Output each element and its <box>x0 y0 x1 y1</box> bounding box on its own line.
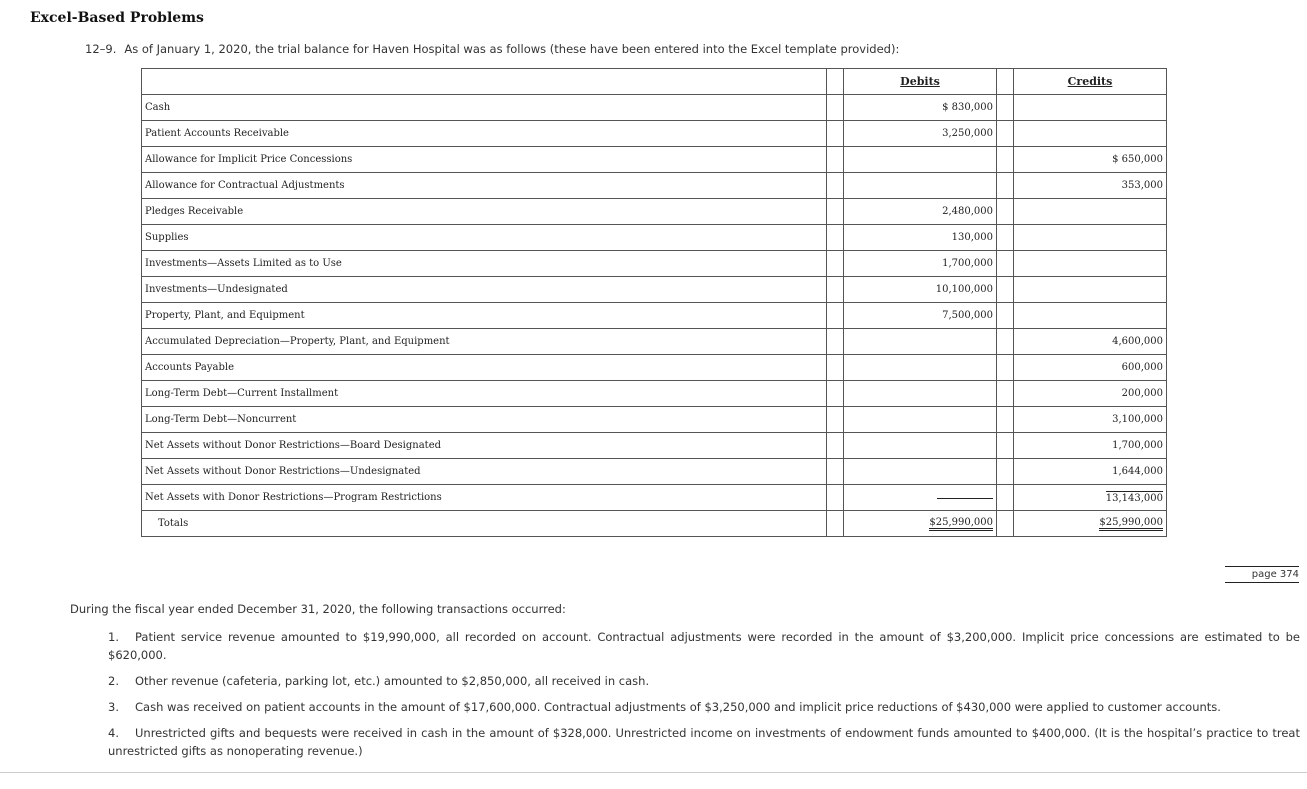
debit-amount <box>844 407 997 433</box>
subtotal-rule-credit: 13,143,000 <box>1105 493 1163 504</box>
account-name: Allowance for Implicit Price Concessions <box>142 147 827 173</box>
account-name: Net Assets without Donor Restrictions—Board Designated <box>142 433 827 459</box>
table-row <box>142 173 1167 199</box>
list-item <box>108 628 1300 664</box>
list-item <box>108 698 1300 716</box>
totals-row <box>142 511 1167 537</box>
debit-amount <box>844 329 997 355</box>
debit-amount <box>844 459 997 485</box>
debit-amount: $ 830,000 <box>844 95 997 121</box>
credit-amount <box>1014 303 1167 329</box>
item-text: Cash was received on patient accounts in the amount of $17,600,000. Contractual adjustments of $3,250,000 and implicit price reductions of $430,000 were applied to customer accounts. <box>135 700 1221 714</box>
total-debits: $25,990,000 <box>929 517 993 531</box>
credit-amount: 200,000 <box>1014 381 1167 407</box>
table-row <box>142 407 1167 433</box>
table-row <box>142 303 1167 329</box>
table-row <box>142 121 1167 147</box>
debit-amount: 10,100,000 <box>844 277 997 303</box>
table-row <box>142 459 1167 485</box>
credit-amount: 4,600,000 <box>1014 329 1167 355</box>
debit-amount <box>844 173 997 199</box>
credit-amount: 353,000 <box>1014 173 1167 199</box>
credit-amount: 600,000 <box>1014 355 1167 381</box>
debit-amount: 130,000 <box>844 225 997 251</box>
section-heading: Excel-Based Problems <box>30 10 204 26</box>
debits-header: Debits <box>900 75 940 88</box>
debit-amount <box>844 147 997 173</box>
table-row <box>142 329 1167 355</box>
subtotal-rule <box>937 498 993 500</box>
debit-amount <box>844 381 997 407</box>
account-name: Cash <box>142 95 827 121</box>
problem-intro <box>85 42 899 56</box>
account-name: Property, Plant, and Equipment <box>142 303 827 329</box>
credits-header: Credits <box>1067 75 1113 88</box>
debit-amount <box>844 355 997 381</box>
item-text: Other revenue (cafeteria, parking lot, etc.) amounted to $2,850,000, all received in cash. <box>135 674 650 688</box>
table-row <box>142 251 1167 277</box>
table-header-row <box>142 69 1167 95</box>
table-row <box>142 225 1167 251</box>
debit-amount <box>844 485 997 511</box>
page-number: page 374 <box>1225 566 1299 583</box>
item-text: Unrestricted gifts and bequests were received in cash in the amount of $328,000. Unrestricted income on investments of endowment funds amounted to $400,000. (It is the hospital’s practice to treat unrestricted gifts as nonoperating revenue.) <box>108 726 1300 758</box>
table-row <box>142 147 1167 173</box>
credit-amount: 1,644,000 <box>1014 459 1167 485</box>
account-name: Long-Term Debt—Current Installment <box>142 381 827 407</box>
total-credits: $25,990,000 <box>1099 517 1163 531</box>
account-name: Accounts Payable <box>142 355 827 381</box>
item-number: 1. <box>108 630 119 644</box>
debit-amount: 7,500,000 <box>844 303 997 329</box>
account-name: Long-Term Debt—Noncurrent <box>142 407 827 433</box>
debit-amount <box>844 433 997 459</box>
item-text: Patient service revenue amounted to $19,990,000, all recorded on account. Contractual adjustments were recorded in the amount of $3,200,000. Implicit price concessions are estimated to be $620,000. <box>108 630 1300 662</box>
credit-amount <box>1014 199 1167 225</box>
table-row <box>142 485 1167 511</box>
list-item <box>108 724 1300 760</box>
account-name: Accumulated Depreciation—Property, Plant, and Equipment <box>142 329 827 355</box>
table-row <box>142 199 1167 225</box>
transactions-list <box>108 628 1300 768</box>
account-name: Investments—Assets Limited as to Use <box>142 251 827 277</box>
item-number: 2. <box>108 674 119 688</box>
table-row <box>142 433 1167 459</box>
credit-amount <box>1014 95 1167 121</box>
list-item <box>108 672 1300 690</box>
trial-balance-table <box>141 68 1167 537</box>
debit-amount: 1,700,000 <box>844 251 997 277</box>
credit-amount: $ 650,000 <box>1014 147 1167 173</box>
debit-amount: 3,250,000 <box>844 121 997 147</box>
debit-amount: 2,480,000 <box>844 199 997 225</box>
credit-amount <box>1014 225 1167 251</box>
table-row <box>142 277 1167 303</box>
credit-amount <box>1014 121 1167 147</box>
table-row <box>142 381 1167 407</box>
item-number: 3. <box>108 700 119 714</box>
credit-amount: 1,700,000 <box>1014 433 1167 459</box>
account-name: Net Assets with Donor Restrictions—Program Restrictions <box>142 485 827 511</box>
table-row <box>142 95 1167 121</box>
account-name: Supplies <box>142 225 827 251</box>
account-name: Patient Accounts Receivable <box>142 121 827 147</box>
account-name: Pledges Receivable <box>142 199 827 225</box>
problem-intro-text: As of January 1, 2020, the trial balance for Haven Hospital was as follows (these have been entered into the Excel template provided): <box>124 42 900 56</box>
table-row <box>142 355 1167 381</box>
credit-amount <box>1014 485 1167 511</box>
credit-amount: 3,100,000 <box>1014 407 1167 433</box>
account-name: Investments—Undesignated <box>142 277 827 303</box>
transactions-intro: During the fiscal year ended December 31, 2020, the following transactions occurred: <box>70 602 566 616</box>
credit-amount <box>1014 277 1167 303</box>
item-number: 4. <box>108 726 119 740</box>
account-name: Net Assets without Donor Restrictions—Undesignated <box>142 459 827 485</box>
account-name: Allowance for Contractual Adjustments <box>142 173 827 199</box>
problem-number: 12–9. <box>85 42 117 56</box>
credit-amount <box>1014 251 1167 277</box>
divider <box>0 772 1307 773</box>
totals-label: Totals <box>142 511 827 537</box>
